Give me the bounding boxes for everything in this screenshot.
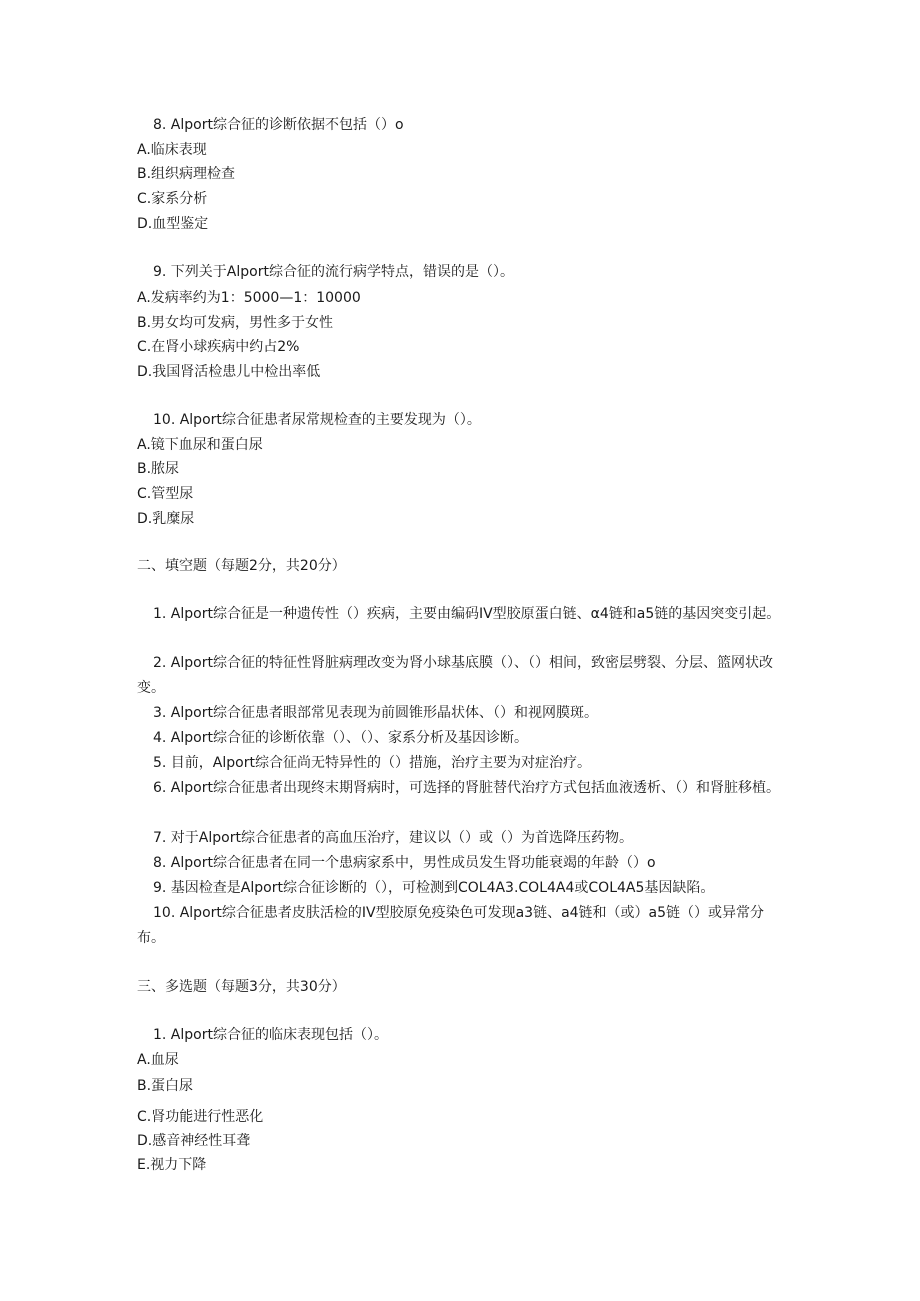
question-10-option-a: A.镜下血尿和蛋白尿 (137, 437, 263, 453)
question-8-option-c: C.家系分析 (137, 191, 208, 207)
question-9-option-d: D.我国肾活检患儿中检出率低 (137, 364, 321, 380)
question-10-option-d: D.乳糜尿 (137, 511, 195, 527)
question-8-stem: 8. Alport综合征的诊断依据不包括（）o (153, 117, 404, 133)
question-9-option-a: A.发病率约为1：5000—1：10000 (137, 290, 361, 306)
fill-blank-item-10 (137, 901, 787, 951)
fill-blank-item-7: 7. 对于Alport综合征患者的高血压治疗，建议以（）或（）为首选降压药物。 (153, 830, 633, 846)
fill-blank-item-6-text: 6. Alport综合征患者出现终末期肾病时，可选择的肾脏替代治疗方式包括血液透析、（）和肾脏移植。 (153, 780, 780, 796)
fill-blank-item-10-text: 10. Alport综合征患者皮肤活检的IV型胶原免疫染色可发现a3链、a4链和（或）a5链（）或异常分布。 (137, 905, 765, 946)
multi-choice-1-option-c: C.肾功能进行性恶化 (137, 1109, 264, 1125)
question-8-option-b: B.组织病理检查 (137, 166, 236, 182)
multi-choice-1-option-a: A.血尿 (137, 1052, 179, 1068)
fill-blank-item-1 (137, 602, 787, 627)
fill-blank-item-2 (137, 651, 787, 701)
section-3-heading: 三、多选题（每题3分，共30分） (137, 979, 346, 995)
fill-blank-item-2-text: 2. Alport综合征的特征性肾脏病理改变为肾小球基底膜（）、（）相间，致密层劈裂、分层、篮网状改变。 (137, 655, 773, 696)
multi-choice-1-stem: 1. Alport综合征的临床表现包括（）。 (153, 1027, 388, 1043)
question-8-option-a: A.临床表现 (137, 142, 207, 158)
fill-blank-item-4: 4. Alport综合征的诊断依靠（）、（）、家系分析及基因诊断。 (153, 730, 528, 746)
question-10-option-b: B.脓尿 (137, 461, 180, 477)
question-10-option-c: C.管型尿 (137, 486, 194, 502)
fill-blank-item-1-text: 1. Alport综合征是一种遗传性（）疾病，主要由编码IV型胶原蛋白链、α4链和a5链的基因突变引起。 (153, 606, 781, 622)
fill-blank-item-5: 5. 目前，Alport综合征尚无特异性的（）措施，治疗主要为对症治疗。 (153, 755, 591, 771)
question-10-stem: 10. Alport综合征患者尿常规检查的主要发现为（）。 (153, 412, 481, 428)
fill-blank-item-3: 3. Alport综合征患者眼部常见表现为前圆锥形晶状体、（）和视网膜斑。 (153, 705, 598, 721)
multi-choice-1-option-b: B.蛋白尿 (137, 1078, 194, 1094)
question-9-option-b: B.男女均可发病，男性多于女性 (137, 315, 334, 331)
fill-blank-item-8: 8. Alport综合征患者在同一个患病家系中，男性成员发生肾功能衰竭的年龄（）o (153, 855, 656, 871)
fill-blank-item-6 (137, 776, 787, 801)
section-2-heading: 二、填空题（每题2分，共20分） (137, 558, 346, 574)
question-9-stem: 9. 下列关于Alport综合征的流行病学特点，错误的是（）。 (153, 264, 514, 280)
question-8-option-d: D.血型鉴定 (137, 216, 209, 232)
question-9-option-c: C.在肾小球疾病中约占2% (137, 339, 300, 355)
multi-choice-1-option-d: D.感音神经性耳聋 (137, 1133, 251, 1149)
multi-choice-1-option-e: E.视力下降 (137, 1157, 207, 1173)
fill-blank-item-9: 9. 基因检查是Alport综合征诊断的（），可检测到COL4A3.COL4A4或COL4A5基因缺陷。 (153, 880, 715, 896)
